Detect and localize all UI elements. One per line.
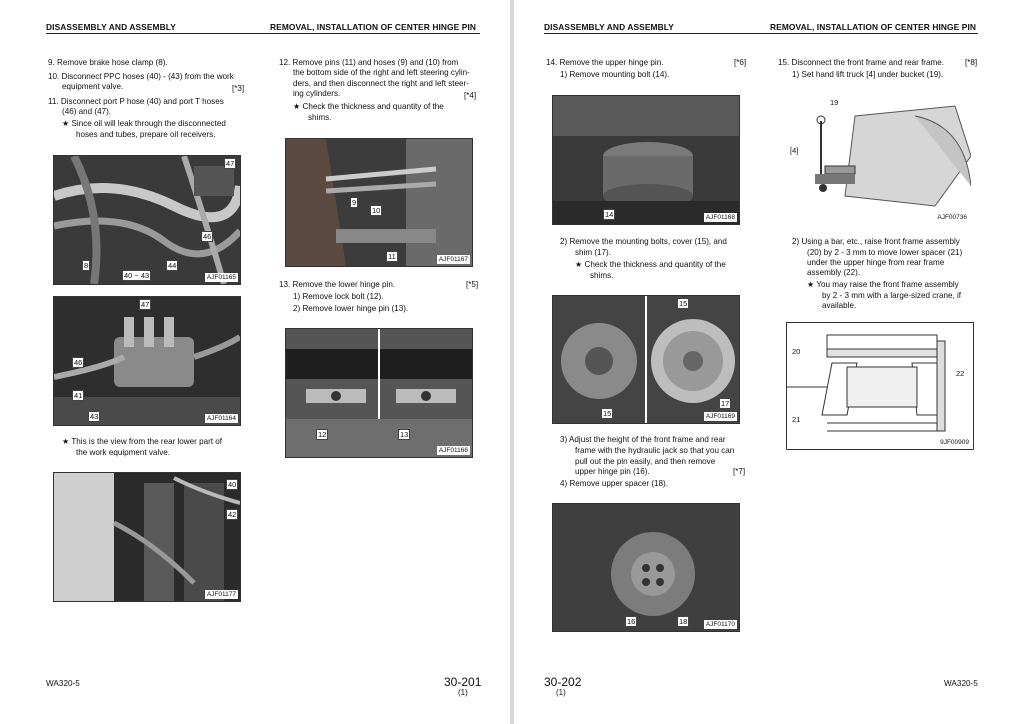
- label-40: 40: [228, 480, 237, 489]
- label-19: 19: [830, 98, 839, 107]
- step-10-ref: [*3]: [232, 84, 245, 93]
- step-14-4: 4) Remove upper spacer (18).: [560, 479, 668, 488]
- step-14-2-cont: shim (17).: [575, 248, 611, 257]
- right-page: [514, 0, 1024, 724]
- step-12-cont2: ders, and then disconnect the right and left steer-: [293, 79, 469, 88]
- step-15-2-note: ★ You may raise the front frame assembly: [807, 280, 959, 289]
- header-rule: [46, 33, 480, 34]
- header-title: REMOVAL, INSTALLATION OF CENTER HINGE PIN: [270, 22, 477, 32]
- step-12-ref: [*4]: [464, 91, 477, 100]
- label-17: 17: [721, 399, 730, 408]
- step-11: 11. Disconnect port P hose (40) and port T hoses: [48, 97, 224, 106]
- step-15-2-note-cont2: available.: [822, 301, 857, 310]
- label-42: 42: [228, 510, 237, 519]
- step-15: 15. Disconnect the front frame and rear frame.: [778, 58, 945, 67]
- photo-rear-lower-view: [53, 472, 241, 602]
- step-15-2-note-cont1: by 2 - 3 mm with a large-sized crane, if: [822, 291, 961, 300]
- label-41: 41: [74, 391, 83, 400]
- page-revision: (1): [458, 688, 468, 697]
- step-14: 14. Remove the upper hinge pin.: [546, 58, 664, 67]
- label-18: 18: [679, 617, 688, 626]
- label-9: 9: [352, 198, 357, 207]
- step-12-cont3: ing cylinders.: [293, 89, 341, 98]
- illustration-hinge-section: [786, 322, 974, 450]
- step-10-cont: equipment valve.: [62, 82, 124, 91]
- photo-steering-cylinder: [285, 138, 473, 267]
- step-13: 13. Remove the lower hinge pin.: [279, 280, 396, 289]
- footer-model: WA320-5: [46, 679, 80, 688]
- label-15: 15: [603, 409, 612, 418]
- photo-work-equipment-valve: [53, 296, 241, 426]
- photo-caption: AJF01168: [705, 214, 735, 221]
- label-46: 46: [74, 358, 83, 367]
- step-14-3-ref: [*7]: [733, 467, 746, 476]
- label-11: 11: [388, 252, 396, 261]
- step-9: 9. Remove brake hose clamp (8).: [48, 58, 168, 67]
- step-13-1: 1) Remove lock bolt (12).: [293, 292, 384, 301]
- step-12: 12. Remove pins (11) and hoses (9) and (10) from: [279, 58, 459, 67]
- step-15-1: 1) Set hand lift truck [4] under bucket (19).: [792, 70, 944, 79]
- photo-upper-hinge-pin: [552, 503, 740, 632]
- step-13-2: 2) Remove lower hinge pin (13).: [293, 304, 409, 313]
- photo-caption: AJF01166: [438, 447, 468, 454]
- photo-caption: AJF01170: [705, 621, 735, 628]
- label-10: 10: [372, 206, 381, 215]
- step-14-3-cont1: frame with the hydraulic jack so that you can: [575, 446, 735, 455]
- step-14-2-note-cont: shims.: [590, 271, 614, 280]
- label-20: 20: [792, 347, 801, 356]
- step-12-note-cont: shims.: [308, 113, 332, 122]
- label-tool-4: [4]: [790, 146, 799, 155]
- step-14-3-cont3: upper hinge pin (16).: [575, 467, 650, 476]
- step-12-note: ★ Check the thickness and quantity of the: [293, 102, 444, 111]
- label-13: 13: [400, 430, 409, 439]
- view-note: ★ This is the view from the rear lower part of: [62, 437, 223, 446]
- photo-mounting-bolt: [552, 95, 740, 225]
- label-44: 44: [168, 261, 177, 270]
- left-page: [0, 0, 510, 724]
- photo-cover-shim: [552, 295, 740, 424]
- label-22: 22: [956, 369, 965, 378]
- label-12: 12: [318, 430, 327, 439]
- step-15-ref: [*8]: [965, 58, 978, 67]
- photo-caption: AJF01177: [206, 591, 236, 598]
- label-47: 47: [226, 159, 235, 168]
- view-note-cont: the work equipment valve.: [76, 448, 171, 457]
- step-12-cont1: the bottom side of the right and left steering cylin-: [293, 68, 470, 77]
- step-14-2-note: ★ Check the thickness and quantity of the: [575, 260, 726, 269]
- step-14-3: 3) Adjust the height of the front frame and rear: [560, 435, 726, 444]
- page-number: 30-201: [444, 675, 482, 689]
- step-11-note: ★ Since oil will leak through the disconnected: [62, 119, 226, 128]
- step-14-1: 1) Remove mounting bolt (14).: [560, 70, 670, 79]
- step-11-note-cont: hoses and tubes, prepare oil receivers.: [76, 130, 216, 139]
- label-46: 46: [203, 232, 212, 241]
- photo-caption: AJF01169: [705, 413, 735, 420]
- header-section: DISASSEMBLY AND ASSEMBLY: [544, 22, 674, 32]
- step-11-cont: (46) and (47).: [62, 107, 112, 116]
- step-10: 10. Disconnect PPC hoses (40) - (43) from the work: [48, 72, 234, 81]
- label-15: 15: [679, 299, 688, 308]
- step-15-2-cont3: assembly (22).: [807, 268, 861, 277]
- photo-caption: AJF01167: [438, 256, 468, 263]
- photo-caption: AJF01164: [206, 415, 236, 422]
- photo-caption: AJF01165: [206, 274, 236, 281]
- step-14-2: 2) Remove the mounting bolts, cover (15), and: [560, 237, 727, 246]
- header-title: REMOVAL, INSTALLATION OF CENTER HINGE PIN: [770, 22, 977, 32]
- step-14-3-cont2: pull out the pin easily, and then remove: [575, 457, 716, 466]
- illustration-caption: AJF00736: [937, 214, 967, 221]
- label-14: 14: [605, 210, 614, 219]
- header-section: DISASSEMBLY AND ASSEMBLY: [46, 22, 176, 32]
- photo-lower-hinge-pin: [285, 328, 473, 458]
- step-14-ref: [*6]: [734, 58, 747, 67]
- header-rule: [544, 33, 978, 34]
- label-40-43: 40 ~ 43: [124, 271, 150, 280]
- page-number: 30-202: [544, 675, 582, 689]
- label-8: 8: [84, 261, 89, 270]
- step-15-2-cont2: under the upper hinge from rear frame: [807, 258, 945, 267]
- step-13-ref: [*5]: [466, 280, 479, 289]
- illustration-caption: 9JF00909: [940, 439, 969, 446]
- illustration-hand-lift-truck: [784, 95, 972, 225]
- label-47: 47: [141, 300, 150, 309]
- footer-model: WA320-5: [944, 679, 978, 688]
- photo-brake-hoses: [53, 155, 241, 285]
- label-16: 16: [627, 617, 636, 626]
- label-21: 21: [792, 415, 801, 424]
- page-revision: (1): [556, 688, 566, 697]
- step-15-2: 2) Using a bar, etc., raise front frame assembly: [792, 237, 960, 246]
- step-15-2-cont1: (20) by 2 - 3 mm to move lower spacer (21): [807, 248, 963, 257]
- label-43: 43: [90, 412, 99, 421]
